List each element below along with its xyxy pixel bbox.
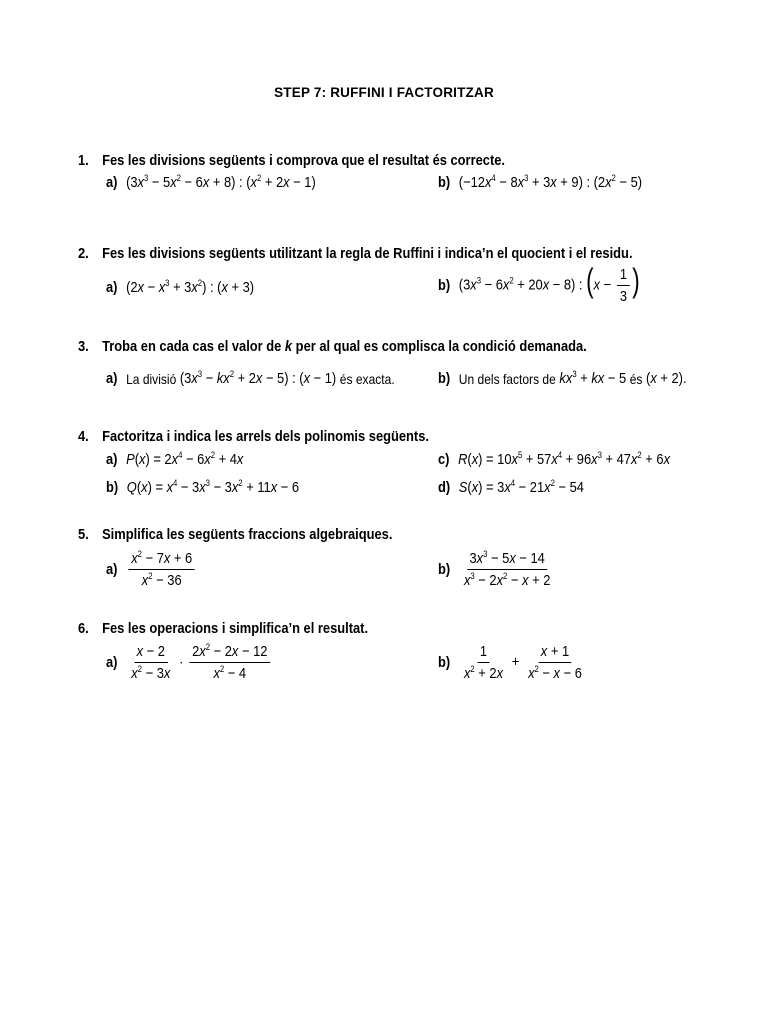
part-text: Un dels factors de [458,370,556,387]
part-text-mid: és [629,370,643,387]
variable-k: k [284,338,293,355]
question-5b [438,550,556,589]
question-1b [438,174,642,191]
page-title: STEP 7: RUFFINI I FACTORITZAR [274,85,494,100]
question-6-heading [78,620,368,637]
part-label: a) [106,174,118,191]
question-3-heading [78,338,587,355]
question-4d [438,479,584,496]
question-text: Fes les operacions i simplifica’n el resultat. [102,620,369,637]
math-expression: $P(x) = 2x^4 - 6x^2 + 4x$ [126,450,244,468]
math-expression: $\frac{1}{x^2 + 2x}$ + $\frac{x + 1}{x^2 - x - 6}$ [463,643,582,682]
question-number: 4. [78,428,89,445]
part-label: a) [106,279,118,296]
math-expression: $R(x) = 10x^5 + 57x^4 + 96x^3 + 47x^2 + 6x$ [458,450,671,468]
question-text-end: per al qual es complisca la condició demanada. [292,338,587,355]
math-fraction: $\frac{x^2 - 7x + 6}{x^2 - 36}$ [129,550,195,589]
part-label: a) [106,451,118,468]
question-1-heading [78,152,505,169]
math-expression: $kx^3$ + kx − 5 [559,369,627,387]
part-label: a) [106,561,118,578]
question-4b [106,479,299,496]
question-text: Fes les divisions següents utilitzant la regla de Ruffini i indica’n el quocient i el residu. [102,245,633,262]
math-expression: $Q(x) = x^4 - 3x^3 - 3x^2 + 11x - 6$ [126,478,300,496]
question-2a [106,279,254,296]
math-expression: $(-12x^4 - 8x^3 + 3x + 9)$ : $(2x^2 - 5)$ [458,173,643,191]
question-text: Troba en cada cas el valor de [102,338,285,355]
question-3b [438,370,687,387]
part-text: La divisió [126,370,177,387]
question-4-heading [78,428,429,445]
question-6b [438,643,587,682]
question-number: 6. [78,620,89,637]
question-3a [106,370,395,387]
question-5a [106,550,197,589]
question-5-heading [78,526,392,543]
part-label: a) [106,654,118,671]
question-text: Simplifica les següents fraccions algebraiques. [102,526,393,543]
part-label: b) [438,370,451,387]
part-label: a) [106,370,118,387]
part-label: b) [106,479,119,496]
question-6a [106,643,273,682]
part-label: b) [438,277,451,294]
question-4a [106,451,243,468]
question-4c [438,451,670,468]
math-expression: $S(x) = 3x^4 - 21x^2 - 54$ [458,478,584,496]
math-expression: $(2x - x^3 + 3x^2)$ : (x + 3) [126,278,255,296]
question-number: 1. [78,152,89,169]
question-1a [106,174,316,191]
math-factor: (x + 2) [646,370,683,387]
math-expression: $(3x^3 - 5x^2 - 6x + 8)$ : $(x^2 + 2x - 1)$ [126,173,316,191]
question-number: 3. [78,338,89,355]
part-label: b) [438,561,451,578]
part-text-end: és exacta. [339,370,395,387]
math-expression: $(3x^3 - 6x^2 + 20x - 8)$ : (x − $\frac{1}{3}$ ) [458,260,640,305]
part-label: d) [438,479,451,496]
math-expression: $\frac{x - 2}{x^2 - 3x}$ · $\frac{2x^2 - 2x - 12}{x^2 - 4}$ [126,643,273,682]
part-label: c) [438,451,450,468]
math-expression: $(3x^3 - kx^2 + 2x - 5)$ : (x − 1) [179,369,337,387]
part-label: b) [438,174,451,191]
question-text: Fes les divisions següents i comprova que el resultat és correcte. [102,152,506,169]
part-label: b) [438,654,451,671]
question-2b [438,260,640,305]
period: . [682,370,687,387]
question-number: 5. [78,526,89,543]
question-2-heading [78,245,633,262]
math-fraction: $\frac{3x^3 - 5x - 14}{x^3 - 2x^2 - x + 2}$ [463,549,551,589]
question-text: Factoritza i indica les arrels dels polinomis següents. [102,428,429,445]
question-number: 2. [78,245,89,262]
